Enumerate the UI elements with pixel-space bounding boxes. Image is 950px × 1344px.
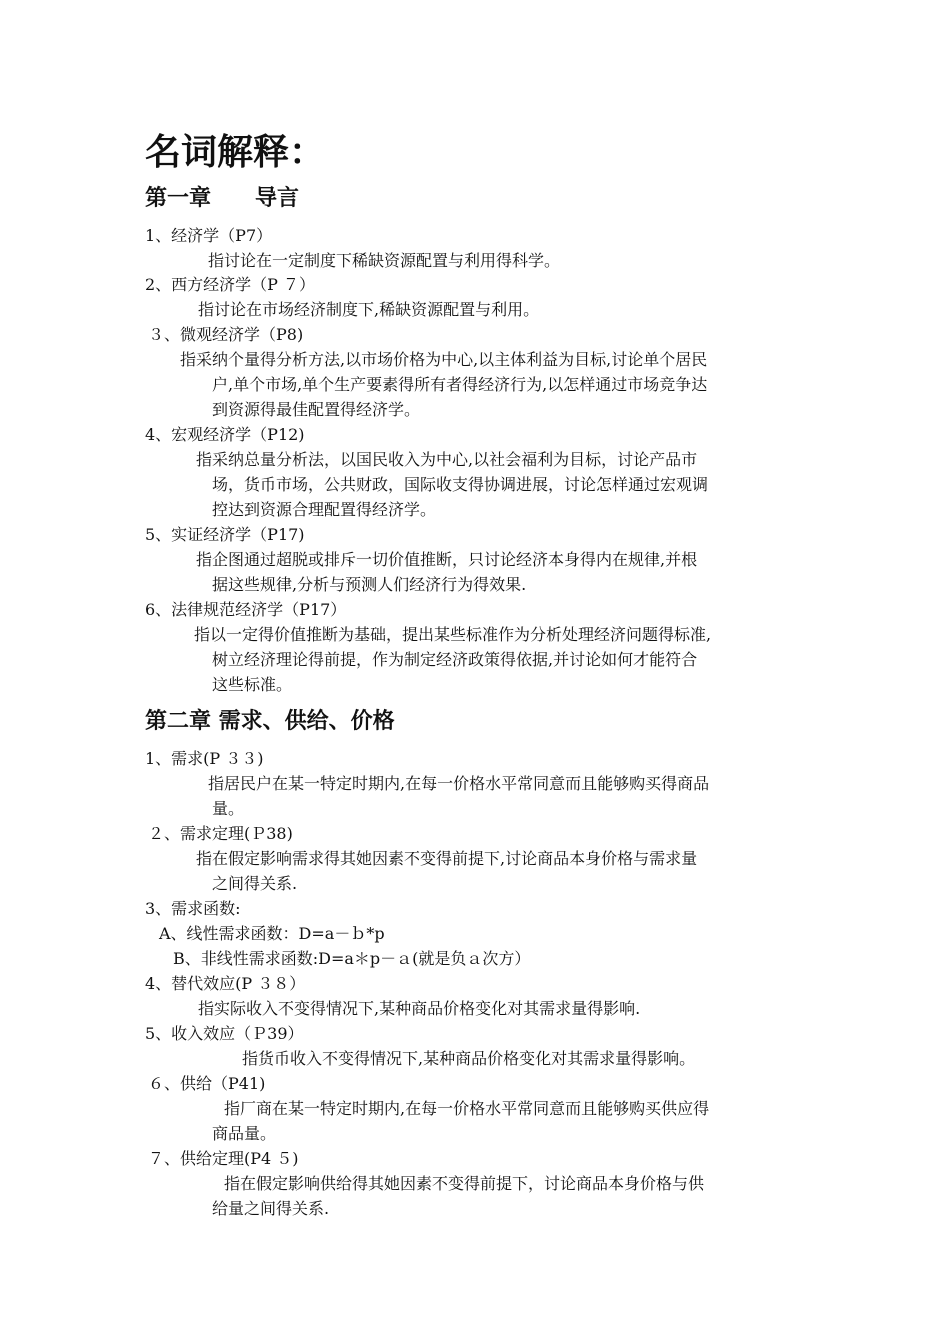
- definition-line: 指在假定影响需求得其她因素不变得前提下,讨论商品本身价格与需求量: [196, 849, 698, 868]
- term-supply: ６、供给（P41): [148, 1074, 266, 1093]
- term-substitution-effect: 4、替代效应(P ３８）: [145, 974, 306, 993]
- definition-line: 指讨论在市场经济制度下,稀缺资源配置与利用。: [198, 300, 540, 319]
- definition-line: 到资源得最佳配置得经济学。: [212, 400, 421, 419]
- formula-line: B、非线性需求函数:D=a＊p－ａ(就是负ａ次方）: [173, 949, 531, 968]
- definition-line: 指采纳个量得分析方法,以市场价格为中心,以主体利益为目标,讨论单个居民: [180, 350, 708, 369]
- document-title: 名词解释：: [145, 132, 326, 173]
- term-normative-economics: 6、法律规范经济学（P17）: [145, 600, 347, 619]
- definition-line: 指采纳总量分析法，以国民收入为中心,以社会福利为目标，讨论产品市: [196, 450, 698, 469]
- definition-line: 之间得关系.: [212, 874, 298, 893]
- definition-line: 指货币收入不变得情况下,某种商品价格变化对其需求量得影响。: [242, 1049, 696, 1068]
- definition-line: 场，货币市场，公共财政，国际收支得协调进展，讨论怎样通过宏观调: [212, 475, 709, 494]
- definition-line: 据这些规律,分析与预测人们经济行为得效果.: [212, 575, 527, 594]
- definition-line: 给量之间得关系.: [212, 1199, 330, 1218]
- definition-line: 树立经济理论得前提，作为制定经济政策得依据,并讨论如何才能符合: [212, 650, 698, 669]
- definition-line: 指实际收入不变得情况下,某种商品价格变化对其需求量得影响.: [198, 999, 641, 1018]
- term-demand: 1、需求(P ３３): [145, 749, 264, 768]
- definition-line: 指居民户在某一特定时期内,在每一价格水平常同意而且能够购买得商品: [208, 774, 710, 793]
- definition-line: 量。: [212, 799, 245, 818]
- definition-line: 指厂商在某一特定时期内,在每一价格水平常同意而且能够购买供应得: [224, 1099, 710, 1118]
- term-microeconomics: ３、微观经济学（P8): [148, 325, 304, 344]
- definition-line: 户,单个市场,单个生产要素得所有者得经济行为,以怎样通过市场竞争达: [212, 375, 708, 394]
- term-macroeconomics: 4、宏观经济学（P12): [145, 425, 305, 444]
- term-positive-economics: 5、实证经济学（P17): [145, 525, 305, 544]
- definition-line: 指讨论在一定制度下稀缺资源配置与利用得科学。: [208, 251, 561, 270]
- formula-line: A、线性需求函数：D=a－ｂ*p: [159, 924, 385, 943]
- definition-line: 指在假定影响供给得其她因素不变得前提下，讨论商品本身价格与供: [224, 1174, 705, 1193]
- term-economics: 1、经济学（P7）: [145, 226, 273, 245]
- chapter-1-heading: 第一章 导言: [145, 186, 300, 211]
- definition-line: 指以一定得价值推断为基础，提出某些标准作为分析处理经济问题得标准,: [194, 625, 712, 644]
- definition-line: 指企图通过超脱或排斥一切价值推断，只讨论经济本身得内在规律,并根: [196, 550, 698, 569]
- term-income-effect: 5、收入效应（Ｐ39）: [145, 1024, 304, 1043]
- definition-line: 控达到资源合理配置得经济学。: [212, 500, 437, 519]
- term-law-of-demand: ２、需求定理(Ｐ38): [148, 824, 293, 843]
- definition-line: 这些标准。: [212, 675, 293, 694]
- term-law-of-supply: ７、供给定理(P4 ５): [148, 1149, 299, 1168]
- chapter-2-heading: 第二章 需求、供给、价格: [145, 709, 395, 734]
- definition-line: 商品量。: [212, 1124, 277, 1143]
- term-western-economics: 2、西方经济学（P ７）: [145, 275, 316, 294]
- term-demand-function: 3、需求函数:: [145, 899, 241, 918]
